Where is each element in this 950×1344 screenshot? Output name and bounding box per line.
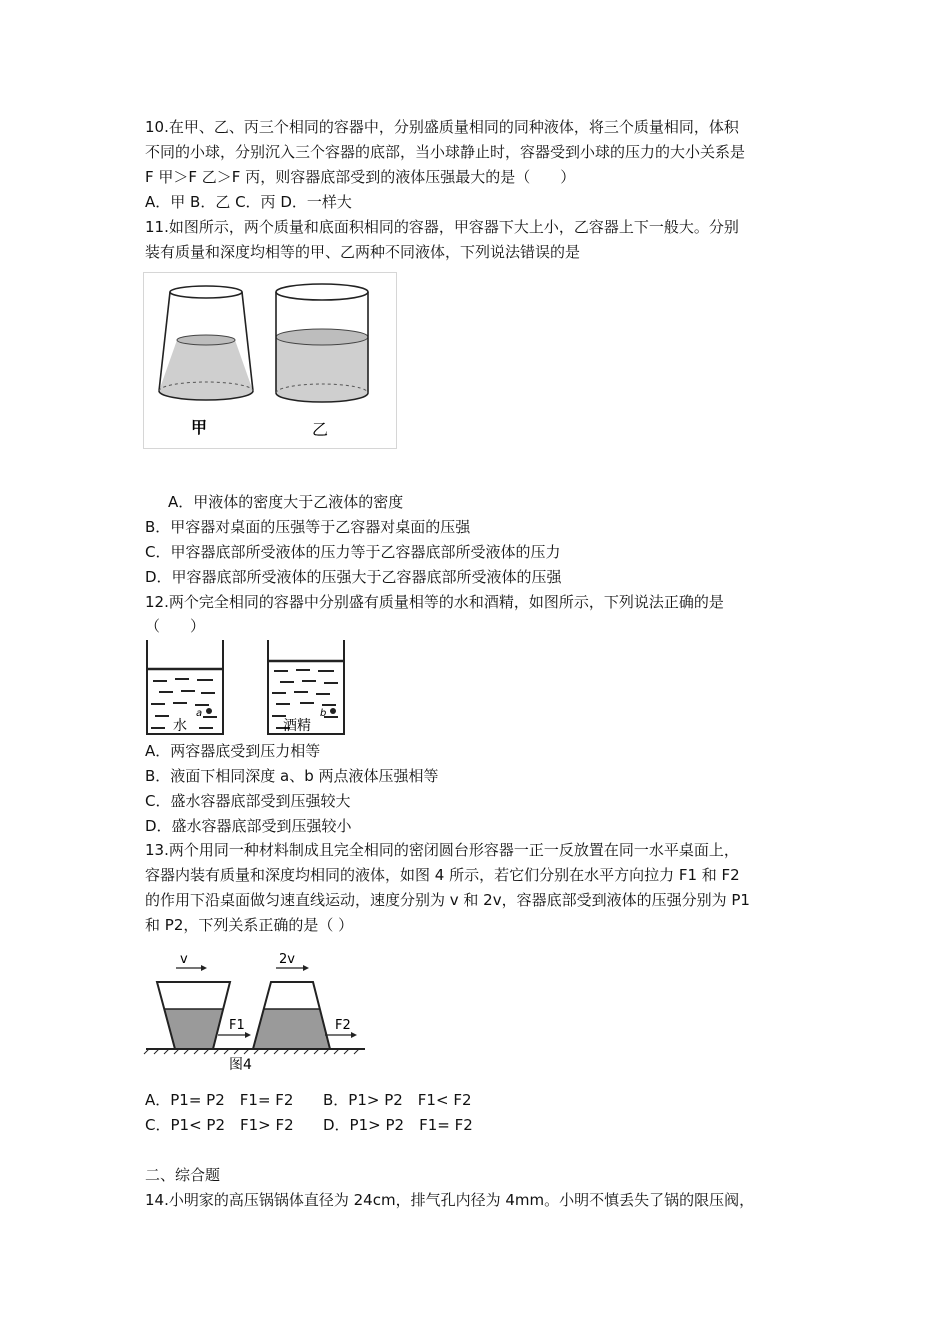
q13-option-b: B．P1> P2 F1< F2 <box>323 1091 472 1109</box>
q13-option-d: D．P1> P2 F1= F2 <box>323 1116 473 1134</box>
q13-label-f2: F2 <box>335 1018 351 1033</box>
q11-line-2: 装有质量和深度均相等的甲、乙两种不同液体，下列说法错误的是 <box>145 243 581 261</box>
q10-line-3: F 甲＞F 乙＞F 丙，则容器底部受到的液体压强最大的是（ ） <box>145 168 576 186</box>
q13-line-4: 和 P2，下列关系正确的是（ ） <box>145 916 354 934</box>
q13-line-1: 13.两个用同一种材料制成且完全相同的密闭圆台形容器一正一反放置在同一水平桌面上， <box>145 841 739 859</box>
q11-label-left: 甲 <box>191 418 208 437</box>
q11-line-1: 11.如图所示，两个质量和底面积相同的容器，甲容器下大上小，乙容器上下一般大。分别 <box>145 218 739 236</box>
q12-option-a: A．两容器底受到压力相等 <box>145 742 321 760</box>
q12-option-d: D．盛水容器底部受到压强较小 <box>145 817 352 835</box>
q12-label-a: a <box>196 708 203 719</box>
q13-option-a: A．P1= P2 F1= F2 <box>145 1091 294 1109</box>
q12-option-c: C．盛水容器底部受到压强较大 <box>145 792 351 810</box>
q12-label-alcohol: 酒精 <box>283 718 311 734</box>
q12-point-b <box>330 708 336 714</box>
q11-liquid-left <box>159 340 253 400</box>
q12-figure <box>143 638 348 738</box>
q13-line-3: 的作用下沿桌面做匀速直线运动，速度分别为 v 和 2v，容器底部受到液体的压强分别为 P1 <box>145 891 750 909</box>
q13-figure-caption: 图4 <box>229 1057 252 1073</box>
q11-liquid-surface-left <box>177 335 235 345</box>
q12-label-b: b <box>320 708 327 719</box>
q11-containers-diagram <box>144 273 396 448</box>
q12-option-b: B．液面下相同深度 a、b 两点液体压强相等 <box>145 767 439 785</box>
q11-option-d: D．甲容器底部所受液体的压强大于乙容器底部所受液体的压强 <box>145 568 562 586</box>
q11-option-b: B．甲容器对桌面的压强等于乙容器对桌面的压强 <box>145 518 471 536</box>
q11-option-a: A．甲液体的密度大于乙液体的密度 <box>168 493 404 511</box>
q10-line-2: 不同的小球，分别沉入三个容器的底部，当小球静止时，容器受到小球的压力的大小关系是 <box>145 143 746 161</box>
q13-figure <box>143 945 368 1075</box>
q11-liquid-right <box>276 337 368 402</box>
q13-label-v: v <box>180 952 188 967</box>
q12-label-water: 水 <box>173 718 187 734</box>
q12-line-2: （ ） <box>145 617 206 635</box>
q14-line-1: 14.小明家的高压锅锅体直径为 24cm，排气孔内径为 4mm。小明不慎丢失了锅的限压阀， <box>145 1191 755 1209</box>
q13-label-2v: 2v <box>279 952 295 967</box>
q12-line-1: 12.两个完全相同的容器中分别盛有质量相等的水和酒精，如图所示，下列说法正确的是 <box>145 593 724 611</box>
q11-liquid-surface-right <box>276 329 368 345</box>
q11-rim-left <box>170 286 242 298</box>
q11-label-right: 乙 <box>312 420 329 439</box>
q13-label-f1: F1 <box>229 1018 245 1033</box>
q13-option-c: C．P1< P2 F1> F2 <box>145 1116 294 1134</box>
q13-containers-diagram <box>143 945 368 1075</box>
q12-containers-diagram <box>143 638 348 738</box>
q10-line-1: 10.在甲、乙、丙三个相同的容器中，分别盛质量相同的同种液体，将三个质量相同，体积 <box>145 118 739 136</box>
q10-options: A．甲 B．乙 C．丙 D．一样大 <box>145 193 352 211</box>
q13-line-2: 容器内装有质量和深度均相同的液体，如图 4 所示，若它们分别在水平方向拉力 F1 和 F2 <box>145 866 740 884</box>
q11-option-c: C．甲容器底部所受液体的压力等于乙容器底部所受液体的压力 <box>145 543 561 561</box>
q12-point-a <box>206 708 212 714</box>
q11-figure <box>143 272 397 449</box>
section-2-title: 二、综合题 <box>145 1166 221 1184</box>
q13-liquid-right <box>253 1009 330 1049</box>
q11-rim-right <box>276 284 368 300</box>
